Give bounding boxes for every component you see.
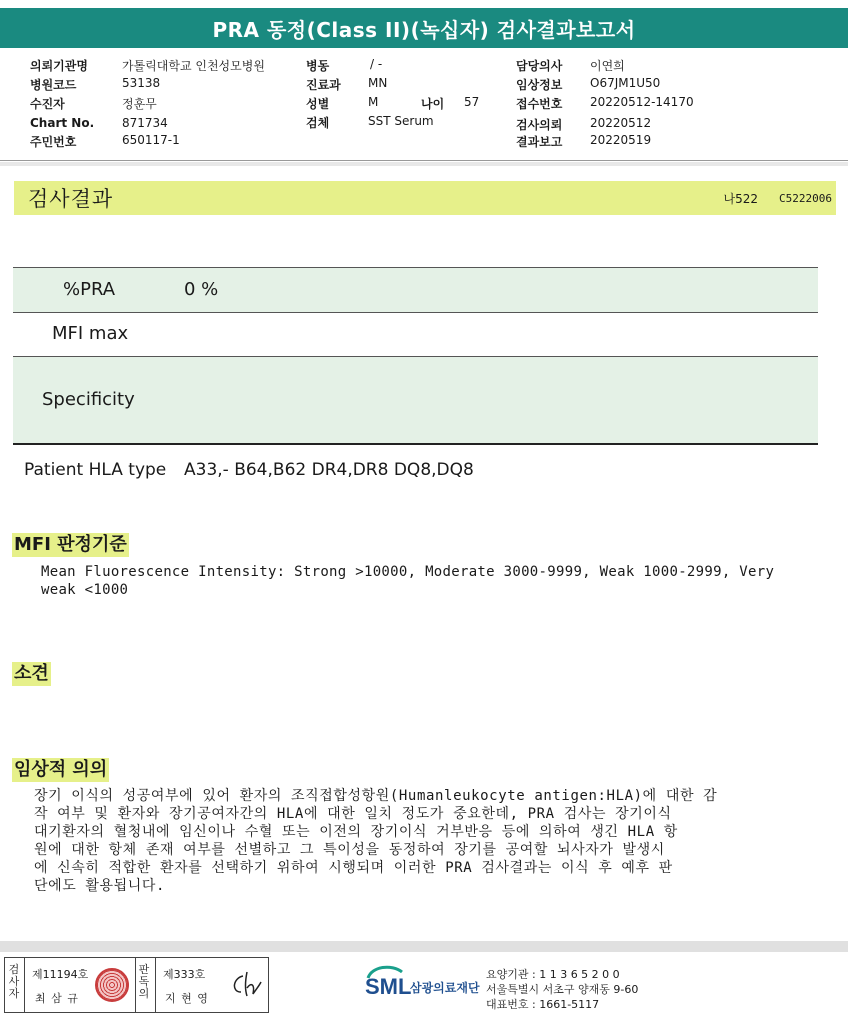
header-divider xyxy=(0,160,848,161)
receipt-label: 접수번호 xyxy=(516,97,563,111)
ward-label: 병동 xyxy=(306,59,330,73)
clinical-value: O67JM1U50 xyxy=(590,76,661,90)
tester-license: 제11194호 xyxy=(32,968,89,981)
org-phone: 대표번호 : 1661-5117 xyxy=(486,998,600,1011)
clinical-line-6: 단에도 활용됩니다. xyxy=(34,878,166,894)
rrn-label: 주민번호 xyxy=(30,135,77,149)
hospital-value: 가톨릭대학교 인천성모병원 xyxy=(122,59,265,73)
ward-value: / - xyxy=(370,57,383,71)
request-value: 20220512 xyxy=(590,116,652,130)
chart-value: 871734 xyxy=(122,116,168,130)
report-label: 결과보고 xyxy=(516,135,563,149)
clinical-line-4: 원에 대한 항체 존재 여부를 선별하고 그 특이성을 동정하여 장기를 공여할 뇌사자가 발생시 xyxy=(34,842,665,858)
footer-divider xyxy=(0,941,848,952)
result-heading: 검사결과 xyxy=(28,187,114,211)
clinical-significance-heading: 임상적 의의 xyxy=(14,759,108,780)
request-label: 검사의뢰 xyxy=(516,118,563,132)
code-value: 53138 xyxy=(122,76,161,90)
pra-label: %PRA xyxy=(63,279,116,300)
doctor-value: 이연희 xyxy=(590,59,625,73)
result-code-1: 나522 xyxy=(723,191,758,206)
header-divider-shadow xyxy=(0,162,848,166)
hla-type-value: A33,- B64,B62 DR4,DR8 DQ8,DQ8 xyxy=(184,460,474,480)
result-code-2: C5222006 xyxy=(779,191,832,205)
result-section-header xyxy=(14,181,836,215)
hospital-row xyxy=(30,57,88,74)
pra-bottom-line xyxy=(13,312,818,313)
clinical-line-2: 작 여부 및 환자와 장기공여자간의 HLA에 대한 일치 정도가 중요한데, PRA 검사는 장기이식 xyxy=(34,806,672,822)
specimen-value: SST Serum xyxy=(368,114,434,128)
code-label: 병원코드 xyxy=(30,78,77,92)
clinical-line-1: 장기 이식의 성공여부에 있어 환자의 조직접합성항원(Humanleukocyte antigen:HLA)에 대한 감 xyxy=(34,788,718,804)
patient-value: 정훈무 xyxy=(122,97,157,111)
mfi-criteria-heading: MFI 판정기준 xyxy=(14,534,127,555)
dept-value: MN xyxy=(368,76,388,90)
tester-name: 최 삼 규 xyxy=(35,992,79,1005)
pra-value: 0 % xyxy=(184,279,219,300)
org-name: 삼광의료재단 xyxy=(410,981,480,995)
age-value: 57 xyxy=(464,95,480,109)
signature-box xyxy=(4,957,269,1013)
sex-value: M xyxy=(368,95,379,109)
reviewer-license: 제333호 xyxy=(163,968,206,981)
clinical-label: 임상정보 xyxy=(516,78,563,92)
opinion-heading: 소견 xyxy=(14,663,49,684)
divider xyxy=(135,958,136,1012)
org-address: 서울특별시 서초구 양재동 9-60 xyxy=(486,983,639,996)
clinical-line-5: 에 신속히 적합한 환자를 선택하기 위하여 시행되며 이러한 PRA 검사결과는 이식 후 예후 판 xyxy=(34,860,673,876)
specificity-label: Specificity xyxy=(42,389,135,410)
mfi-criteria-text: Mean Fluorescence Intensity: Strong >10000, Moderate 3000-9999, Weak 1000-2999, Very weak <1000 xyxy=(41,564,775,598)
specimen-label: 검체 xyxy=(306,116,330,130)
report-title: PRA 동정(Class II)(녹십자) 검사결과보고서 xyxy=(0,8,848,48)
reviewer-role-label: 판독의 xyxy=(138,963,150,1000)
seal-icon xyxy=(95,968,129,1002)
org-code: 요양기관 : 1 1 3 6 5 2 0 0 xyxy=(486,968,620,981)
reviewer-name: 지 현 영 xyxy=(165,992,209,1005)
sex-label: 성별 xyxy=(306,97,330,111)
mfi-max-label: MFI max xyxy=(52,323,129,344)
hla-type-label: Patient HLA type xyxy=(24,460,167,480)
pra-row xyxy=(13,268,818,312)
clinical-line-3: 대기환자의 혈청내에 임신이나 수혈 또는 이전의 장기이식 거부반응 등에 의하여 생긴 HLA 항 xyxy=(34,824,678,840)
sml-logo-text: SML xyxy=(365,974,412,999)
receipt-value: 20220512-14170 xyxy=(590,95,694,109)
rrn-value: 650117-1 xyxy=(122,133,180,147)
age-label: 나이 xyxy=(421,97,445,111)
divider xyxy=(24,958,25,1012)
hospital-label: 의뢰기관명 xyxy=(30,59,88,73)
table-bottom-line xyxy=(13,443,818,445)
patient-label: 수진자 xyxy=(30,97,65,111)
divider xyxy=(155,958,156,1012)
chart-label: Chart No. xyxy=(30,116,95,130)
tester-role-label: 검사자 xyxy=(8,963,20,1000)
doctor-label: 담당의사 xyxy=(516,59,563,73)
dept-label: 진료과 xyxy=(306,78,341,92)
signature-icon xyxy=(229,970,265,1000)
report-value: 20220519 xyxy=(590,133,652,147)
